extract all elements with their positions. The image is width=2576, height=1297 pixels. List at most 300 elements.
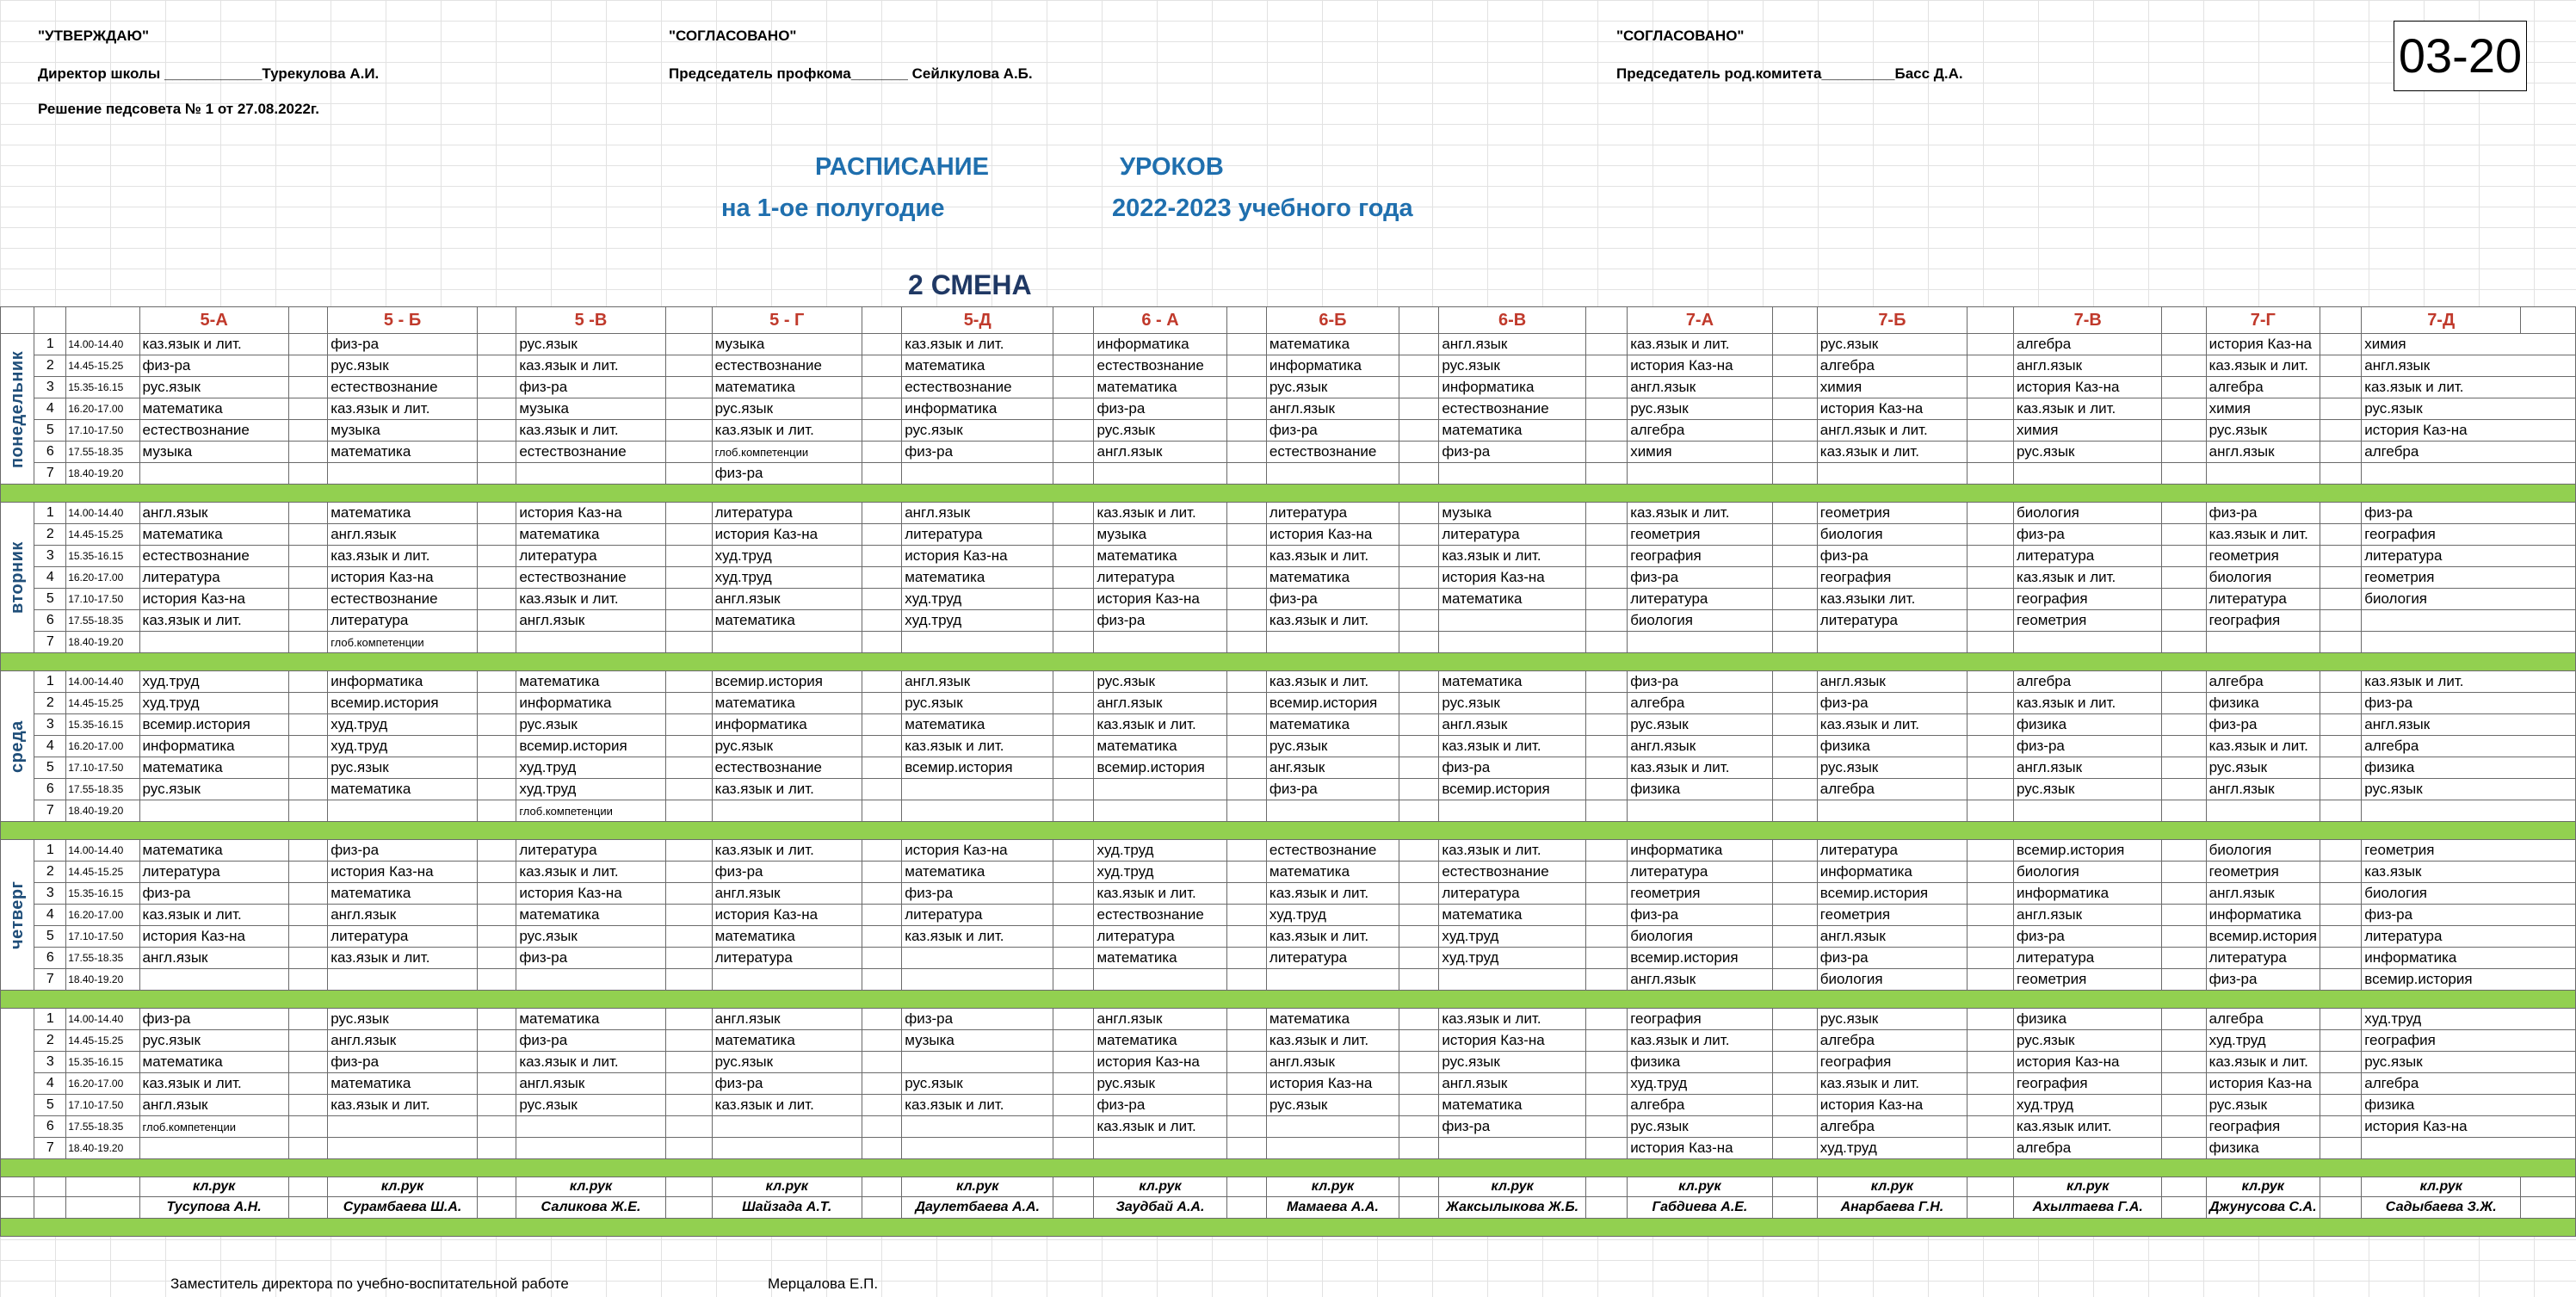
subject-cell: биология: [2206, 567, 2320, 589]
union-chair-line: Председатель профкома_______ Сейлкулова А.Б.: [669, 65, 1033, 82]
subject-cell: каз.язык и лит.: [1628, 334, 1772, 355]
subject-cell: история Каз-на: [328, 862, 478, 883]
lesson-row: [1, 671, 2576, 693]
lesson-number: 3: [34, 883, 66, 905]
subject-cell: геометрия: [1817, 905, 1967, 926]
spacer-cell: [1585, 442, 1627, 463]
spacer-cell: [1968, 1116, 2014, 1138]
spacer-cell: [288, 1030, 327, 1052]
spacer-cell: [1053, 800, 1094, 822]
subject-cell: англ.язык: [1439, 334, 1586, 355]
subject-cell: [902, 632, 1053, 653]
subject-cell: математика: [139, 840, 288, 862]
spacer-cell: [1399, 969, 1438, 991]
subject-cell: математика: [902, 862, 1053, 883]
lesson-number: 2: [34, 862, 66, 883]
spacer-cell: [1968, 1197, 2014, 1219]
deputy-position: Заместитель директора по учебно-воспитательной работе: [170, 1275, 569, 1292]
subject-cell: рус.язык: [2014, 442, 2162, 463]
spacer-cell: [1053, 969, 1094, 991]
subject-cell: худ.труд: [1266, 905, 1399, 926]
lesson-time: 16.20-17.00: [66, 736, 139, 757]
spacer-cell: [1226, 307, 1266, 334]
spacer-cell: [1053, 1177, 1094, 1197]
spacer-cell: [1968, 398, 2014, 420]
spacer-cell: [1772, 610, 1817, 632]
subject-cell: математика: [328, 1073, 478, 1095]
subject-cell: англ.язык: [1094, 693, 1226, 714]
subject-cell: [139, 1138, 288, 1159]
subject-cell: [2014, 463, 2162, 485]
subject-cell: [1266, 800, 1399, 822]
subject-cell: геометрия: [2206, 862, 2320, 883]
lesson-time: 18.40-19.20: [66, 1138, 139, 1159]
class-teacher-label: кл.рук: [2362, 1177, 2521, 1197]
subject-cell: худ.труд: [2014, 1095, 2162, 1116]
subject-cell: математика: [902, 355, 1053, 377]
subject-cell: алгебра: [2014, 334, 2162, 355]
spacer-cell: [1585, 1116, 1627, 1138]
spacer-cell: [2162, 1177, 2206, 1197]
spacer-cell: [477, 334, 516, 355]
subject-cell: математика: [1266, 714, 1399, 736]
subject-cell: каз.язык и лит.: [1094, 503, 1226, 524]
spacer-cell: [477, 524, 516, 546]
subject-cell: физика: [1628, 779, 1772, 800]
spacer-cell: [1585, 883, 1627, 905]
subject-cell: математика: [1094, 1030, 1226, 1052]
subject-cell: каз.язык и лит.: [712, 779, 862, 800]
subject-cell: алгебра: [2014, 1138, 2162, 1159]
subject-cell: каз.язык: [2362, 862, 2576, 883]
subject-cell: каз.языки лит.: [1817, 589, 1967, 610]
lesson-time: 14.00-14.40: [66, 503, 139, 524]
subject-cell: биология: [2206, 840, 2320, 862]
spacer-cell: [1226, 1009, 1266, 1030]
spacer-cell: [2320, 420, 2361, 442]
spacer-cell: [1585, 546, 1627, 567]
spacer-cell: [862, 546, 901, 567]
lesson-number: 5: [34, 1095, 66, 1116]
subject-cell: [712, 800, 862, 822]
lesson-number: 7: [34, 1138, 66, 1159]
spacer-cell: [1053, 546, 1094, 567]
spacer-cell: [2162, 1116, 2206, 1138]
subject-cell: биология: [1628, 610, 1772, 632]
parent-committee-line: Председатель род.комитета_________Басс Д.А.: [1616, 65, 1963, 82]
spacer-cell: [1772, 905, 1817, 926]
lesson-number: 6: [34, 779, 66, 800]
subject-cell: худ.труд: [902, 610, 1053, 632]
lesson-row: [1, 926, 2576, 948]
subject-cell: рус.язык: [1094, 420, 1226, 442]
subject-cell: [2362, 632, 2576, 653]
subject-cell: [1094, 1138, 1226, 1159]
spacer-cell: [1968, 671, 2014, 693]
spacer-cell: [1053, 610, 1094, 632]
subject-cell: рус.язык: [902, 693, 1053, 714]
subject-cell: география: [2206, 610, 2320, 632]
spacer-cell: [2320, 1116, 2361, 1138]
subject-cell: физика: [2206, 1138, 2320, 1159]
spacer-cell: [1585, 779, 1627, 800]
spacer-cell: [1772, 1138, 1817, 1159]
spacer-cell: [2162, 420, 2206, 442]
spacer-cell: [665, 1073, 712, 1095]
spacer-cell: [665, 671, 712, 693]
spacer-cell: [1226, 693, 1266, 714]
subject-cell: [1817, 632, 1967, 653]
class-header: 5 - Б: [328, 307, 478, 334]
spacer-cell: [477, 1177, 516, 1197]
spacer-cell: [1772, 1009, 1817, 1030]
spacer-cell: [862, 800, 901, 822]
spacer-cell: [1585, 736, 1627, 757]
spacer-cell: [477, 671, 516, 693]
subject-cell: физ-ра: [2362, 905, 2576, 926]
spacer-cell: [2320, 503, 2361, 524]
spacer-cell: [1226, 800, 1266, 822]
spacer-cell: [2162, 355, 2206, 377]
subject-cell: каз.язык и лит.: [1628, 503, 1772, 524]
subject-cell: каз.язык и лит.: [2206, 524, 2320, 546]
subject-cell: география: [2362, 524, 2576, 546]
subject-cell: англ.язык: [1439, 1073, 1586, 1095]
spacer-cell: [2320, 1009, 2361, 1030]
spacer-cell: [2320, 926, 2361, 948]
spacer-cell: [1399, 377, 1438, 398]
spacer-cell: [1585, 567, 1627, 589]
spacer-cell: [288, 1197, 327, 1219]
subject-cell: информатика: [1817, 862, 1967, 883]
subject-cell: англ.язык: [2014, 355, 2162, 377]
lesson-row: [1, 1052, 2576, 1073]
subject-cell: история Каз-на: [1094, 589, 1226, 610]
class-header: 5-Д: [902, 307, 1053, 334]
lesson-row: [1, 757, 2576, 779]
class-teacher-label: кл.рук: [712, 1177, 862, 1197]
blank-cell: [34, 1197, 66, 1219]
subject-cell: каз.язык и лит.: [1266, 610, 1399, 632]
subject-cell: всемир.история: [1817, 883, 1967, 905]
lesson-row: [1, 442, 2576, 463]
subject-cell: [516, 969, 665, 991]
spacer-cell: [1399, 334, 1438, 355]
subject-cell: геометрия: [2014, 610, 2162, 632]
spacer-cell: [1772, 567, 1817, 589]
spacer-cell: [1053, 355, 1094, 377]
subject-cell: история Каз-на: [1266, 1073, 1399, 1095]
spacer-cell: [477, 1095, 516, 1116]
spacer-cell: [1053, 420, 1094, 442]
lesson-row: [1, 1138, 2576, 1159]
subject-cell: англ.язык: [1094, 442, 1226, 463]
subject-cell: каз.язык и лит.: [2014, 567, 2162, 589]
class-header: 6-Б: [1266, 307, 1399, 334]
spacer-cell: [288, 757, 327, 779]
spacer-cell: [2162, 567, 2206, 589]
subject-cell: худ.труд: [712, 546, 862, 567]
subject-cell: литература: [1817, 840, 1967, 862]
spacer-cell: [2162, 442, 2206, 463]
spacer-cell: [1585, 948, 1627, 969]
spacer-cell: [2320, 671, 2361, 693]
subject-cell: рус.язык: [1439, 693, 1586, 714]
spacer-cell: [1399, 546, 1438, 567]
spacer-cell: [288, 736, 327, 757]
subject-cell: алгебра: [2362, 442, 2576, 463]
subject-cell: математика: [712, 693, 862, 714]
spacer-cell: [1399, 862, 1438, 883]
spacer-cell: [288, 779, 327, 800]
subject-cell: литература: [1628, 862, 1772, 883]
lesson-time: 15.35-16.15: [66, 1052, 139, 1073]
spacer-cell: [1399, 307, 1438, 334]
subject-cell: физ-ра: [516, 948, 665, 969]
header-blank-cell: [66, 307, 139, 334]
spacer-cell: [862, 883, 901, 905]
spacer-cell: [1968, 567, 2014, 589]
subject-cell: математика: [712, 1030, 862, 1052]
subject-cell: математика: [516, 671, 665, 693]
spacer-cell: [2320, 1138, 2361, 1159]
subject-cell: [1094, 779, 1226, 800]
spacer-cell: [477, 779, 516, 800]
spacer-cell: [665, 1095, 712, 1116]
blank-cell: [1, 1177, 34, 1197]
spacer-cell: [288, 589, 327, 610]
subject-cell: литература: [328, 926, 478, 948]
spacer-cell: [477, 546, 516, 567]
subject-cell: рус.язык: [902, 420, 1053, 442]
title-lessons: УРОКОВ: [1120, 153, 1224, 181]
blank-cell: [66, 1197, 139, 1219]
subject-cell: рус.язык: [516, 1095, 665, 1116]
subject-cell: физ-ра: [1628, 671, 1772, 693]
subject-cell: каз.язык и лит.: [902, 926, 1053, 948]
spacer-cell: [1968, 355, 2014, 377]
spacer-cell: [2162, 1030, 2206, 1052]
spacer-cell: [1968, 840, 2014, 862]
spacer-cell: [1772, 1052, 1817, 1073]
spacer-cell: [862, 589, 901, 610]
subject-cell: каз.язык и лит.: [139, 610, 288, 632]
class-teacher-name: Мамаева А.А.: [1266, 1197, 1399, 1219]
subject-cell: рус.язык: [1094, 1073, 1226, 1095]
subject-cell: геометрия: [2206, 546, 2320, 567]
subject-cell: математика: [902, 567, 1053, 589]
subject-cell: англ.язык: [328, 524, 478, 546]
spacer-cell: [665, 736, 712, 757]
spacer-cell: [2320, 757, 2361, 779]
subject-cell: [2014, 800, 2162, 822]
subject-cell: [712, 632, 862, 653]
subject-cell: информатика: [2206, 905, 2320, 926]
subject-cell: худ.труд: [712, 567, 862, 589]
spacer-cell: [288, 610, 327, 632]
spacer-cell: [665, 905, 712, 926]
subject-cell: [902, 1138, 1053, 1159]
lesson-row: [1, 610, 2576, 632]
lesson-row: [1, 905, 2576, 926]
spacer-cell: [1968, 926, 2014, 948]
lesson-time: 14.00-14.40: [66, 840, 139, 862]
spacer-cell: [2162, 1197, 2206, 1219]
subject-cell: физ-ра: [328, 334, 478, 355]
subject-cell: [712, 1116, 862, 1138]
subject-cell: всемир.история: [1439, 779, 1586, 800]
subject-cell: математика: [139, 524, 288, 546]
spacer-cell: [665, 883, 712, 905]
subject-cell: [1266, 463, 1399, 485]
subject-cell: каз.язык и лит.: [1439, 736, 1586, 757]
class-teacher-name: Джунусова С.А.: [2206, 1197, 2320, 1219]
subject-cell: рус.язык: [1266, 736, 1399, 757]
spacer-cell: [2320, 1052, 2361, 1073]
subject-cell: физ-ра: [516, 377, 665, 398]
subject-cell: всемир.история: [139, 714, 288, 736]
spacer-cell: [665, 1138, 712, 1159]
director-line: Директор школы ____________Турекулова А.И.: [38, 65, 380, 82]
lesson-time: 17.10-17.50: [66, 757, 139, 779]
spacer-cell: [1226, 905, 1266, 926]
spacer-cell: [2320, 307, 2361, 334]
subject-cell: химия: [1817, 377, 1967, 398]
subject-cell: [2206, 800, 2320, 822]
spacer-cell: [665, 503, 712, 524]
subject-cell: англ.язык: [902, 671, 1053, 693]
day-label: среда: [1, 671, 34, 822]
subject-cell: физика: [2014, 1009, 2162, 1030]
subject-cell: история Каз-на: [1266, 524, 1399, 546]
subject-cell: математика: [1439, 420, 1586, 442]
lesson-row: [1, 736, 2576, 757]
spacer-cell: [477, 757, 516, 779]
subject-cell: каз.язык и лит.: [1266, 883, 1399, 905]
class-header-row: [1, 307, 2576, 334]
subject-cell: биология: [1817, 524, 1967, 546]
subject-cell: англ.язык: [2014, 757, 2162, 779]
spacer-cell: [1226, 736, 1266, 757]
spacer-cell: [1968, 1052, 2014, 1073]
spacer-cell: [288, 546, 327, 567]
spacer-cell: [1585, 969, 1627, 991]
lesson-row: [1, 840, 2576, 862]
spacer-cell: [862, 567, 901, 589]
spacer-cell: [1772, 355, 1817, 377]
spacer-cell: [2320, 463, 2361, 485]
spacer-cell: [2320, 883, 2361, 905]
spacer-cell: [1226, 1197, 1266, 1219]
subject-cell: каз.язык и лит.: [1266, 546, 1399, 567]
spacer-cell: [1772, 632, 1817, 653]
class-teacher-name: Ахылтаева Г.А.: [2014, 1197, 2162, 1219]
subject-cell: каз.язык и лит.: [1094, 883, 1226, 905]
subject-cell: [139, 632, 288, 653]
lesson-number: 4: [34, 736, 66, 757]
spacer-cell: [862, 377, 901, 398]
spacer-cell: [1226, 1116, 1266, 1138]
subject-cell: физ-ра: [1266, 420, 1399, 442]
spacer-cell: [1585, 1177, 1627, 1197]
spacer-cell: [2320, 1030, 2361, 1052]
spacer-cell: [477, 377, 516, 398]
spacer-cell: [2320, 355, 2361, 377]
subject-cell: естествознание: [1266, 840, 1399, 862]
spacer-cell: [862, 1116, 901, 1138]
subject-cell: [902, 800, 1053, 822]
subject-cell: [1266, 969, 1399, 991]
spacer-cell: [2320, 610, 2361, 632]
subject-cell: [516, 1138, 665, 1159]
spacer-cell: [1399, 1177, 1438, 1197]
spacer-cell: [1053, 862, 1094, 883]
spacer-cell: [1772, 671, 1817, 693]
subject-cell: [1439, 800, 1586, 822]
spacer-cell: [1968, 693, 2014, 714]
subject-cell: рус.язык: [139, 377, 288, 398]
subject-cell: [328, 800, 478, 822]
subject-cell: физ-ра: [139, 1009, 288, 1030]
lesson-row: [1, 693, 2576, 714]
spacer-cell: [1772, 883, 1817, 905]
spacer-cell: [1772, 524, 1817, 546]
spacer-cell: [1772, 1095, 1817, 1116]
spacer-cell: [288, 355, 327, 377]
subject-cell: музыка: [328, 420, 478, 442]
separator-cell: [1, 485, 2576, 503]
subject-cell: физ-ра: [712, 1073, 862, 1095]
subject-cell: англ.язык: [1628, 736, 1772, 757]
blank-cell: [66, 1177, 139, 1197]
day-label: вторник: [1, 503, 34, 653]
spacer-cell: [477, 355, 516, 377]
subject-cell: [902, 1116, 1053, 1138]
spacer-cell: [2162, 1052, 2206, 1073]
spacer-cell: [665, 969, 712, 991]
spacer-cell: [2320, 948, 2361, 969]
lesson-number: 6: [34, 1116, 66, 1138]
subject-cell: каз.язык и лит.: [328, 1095, 478, 1116]
class-teacher-label-row: [1, 1177, 2576, 1197]
lesson-time: 14.45-15.25: [66, 693, 139, 714]
spacer-cell: [1053, 671, 1094, 693]
subject-cell: [1094, 463, 1226, 485]
spacer-cell: [665, 610, 712, 632]
spacer-cell: [1585, 862, 1627, 883]
day-label: понедельник: [1, 334, 34, 485]
subject-cell: рус.язык: [2362, 1052, 2576, 1073]
lesson-number: 4: [34, 905, 66, 926]
lesson-row: [1, 948, 2576, 969]
spacer-cell: [1968, 757, 2014, 779]
spacer-cell: [1399, 800, 1438, 822]
class-teacher-label: кл.рук: [1094, 1177, 1226, 1197]
spacer-cell: [1399, 1197, 1438, 1219]
spacer-cell: [2162, 948, 2206, 969]
spacer-cell: [1772, 714, 1817, 736]
spacer-cell: [1772, 377, 1817, 398]
spacer-cell: [1053, 377, 1094, 398]
lesson-row: [1, 503, 2576, 524]
spacer-cell: [862, 736, 901, 757]
spacer-cell: [1399, 503, 1438, 524]
subject-cell: [712, 969, 862, 991]
day-label: [1, 1009, 34, 1159]
spacer-cell: [1585, 1138, 1627, 1159]
subject-cell: информатика: [1628, 840, 1772, 862]
spacer-cell: [862, 779, 901, 800]
